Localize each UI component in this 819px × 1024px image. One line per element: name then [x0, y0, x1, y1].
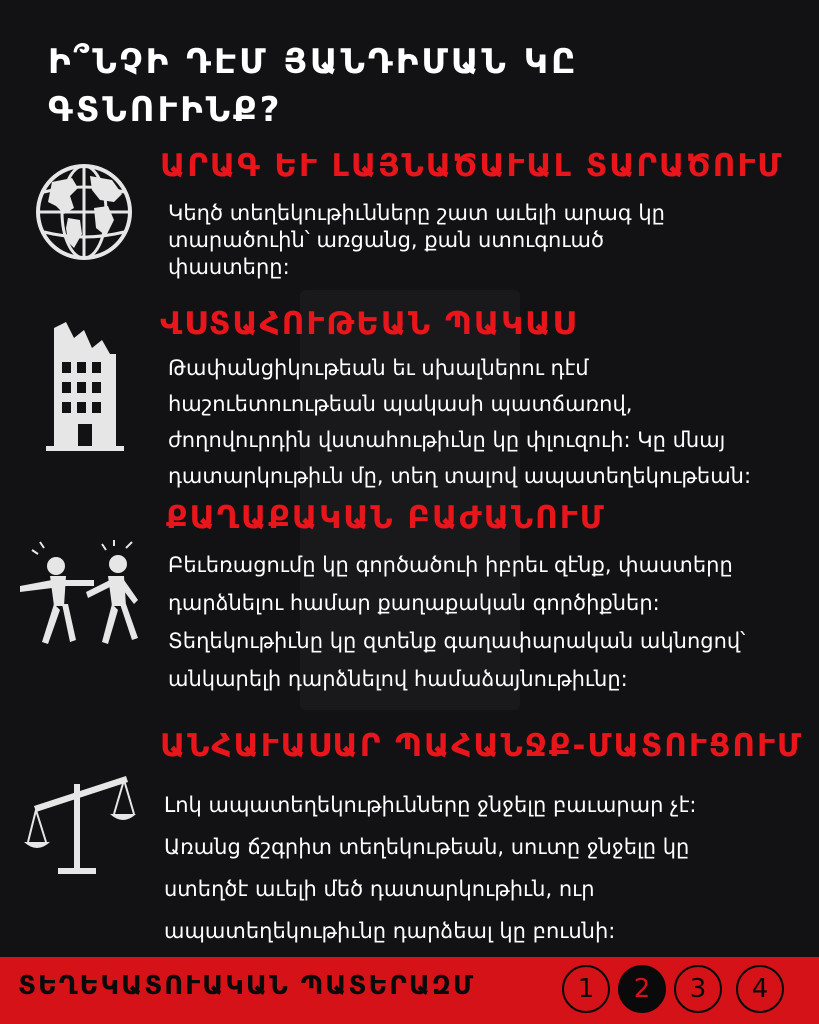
body-line: Բեւեռացումը կը գործածուի իբրեւ զէնք, փաստերը — [168, 553, 733, 577]
body-line: անկարելի դարձնելով համաձայնութիւնը: — [168, 667, 628, 691]
body-line: դատարկութիւն մը, տեղ տալով ապատեղեկութեան: — [168, 464, 752, 488]
body-line: Տեղեկութիւնը կը զտենք գաղափարական ակնոցով՝ — [168, 629, 746, 653]
body-line: փաստերը: — [168, 255, 290, 279]
damaged-building-icon — [44, 320, 126, 456]
body-line: Թափանցիկութեան եւ սխալներու դէմ — [168, 356, 589, 380]
body-line: տարածուին՝ առցանց, քան ստուգուած — [168, 228, 605, 252]
section-body — [164, 784, 696, 952]
page-2-button[interactable]: 2 — [618, 965, 666, 1013]
section-heading: ԱՐԱԳ ԵՒ ԼԱՅՆԱԾԱՒԱԼ ՏԱՐԱԾՈՒՄ — [160, 148, 784, 184]
fighting-people-icon — [14, 540, 144, 654]
page-title: Ի՞ՆՉԻ ԴԷՄ ՅԱՆԴԻՄԱՆ ԿԸ ԳՏՆՈՒԻՆՔ? — [48, 42, 579, 130]
unbalanced-scale-icon — [24, 770, 136, 880]
body-line: Առանց ճշգրիտ տեղեկութեան, սուտը ջնջելը կը — [164, 835, 690, 859]
page-4-button[interactable]: 4 — [736, 965, 784, 1013]
section-body — [168, 200, 665, 281]
footer-bar — [0, 957, 819, 1024]
body-line: հաշուետուութեան պակասի պատճառով, — [168, 392, 633, 416]
page-3-button[interactable]: 3 — [674, 965, 722, 1013]
body-line: Լոկ ապատեղեկութիւնները ջնջելը բաւարար չէ: — [164, 793, 697, 817]
globe-icon — [34, 162, 134, 266]
page-1-button[interactable]: 1 — [562, 965, 610, 1013]
body-line: ապատեղեկութիւնը դարձեալ կը բուսնի: — [164, 919, 616, 943]
section-heading: ՎՍՏԱՀՈՒԹԵԱՆ ՊԱԿԱՍ — [160, 306, 578, 342]
series-title: ՏԵՂԵԿԱՏՈՒԱԿԱՆ ՊԱՏԵՐԱԶՄ — [18, 971, 476, 1001]
body-line: դարձնելու համար քաղաքական գործիքներ: — [168, 591, 660, 615]
body-line: Կեղծ տեղեկութիւնները շատ աւելի արագ կը — [168, 201, 665, 225]
section-body — [168, 350, 751, 494]
body-line: ժողովուրդին վստահութիւնը կը փլուզուի: Կը մնայ — [168, 428, 726, 452]
section-heading: ՔԱՂԱՔԱԿԱՆ ԲԱԺԱՆՈՒՄ — [166, 500, 606, 536]
body-line: ստեղծէ աւելի մեծ դատարկութիւն, ուր — [164, 877, 595, 901]
section-heading: ԱՆՀԱՒԱՍԱՐ ՊԱՀԱՆՋՔ-ՄԱՏՈՒՑՈՒՄ — [160, 728, 804, 764]
section-body — [168, 546, 745, 698]
